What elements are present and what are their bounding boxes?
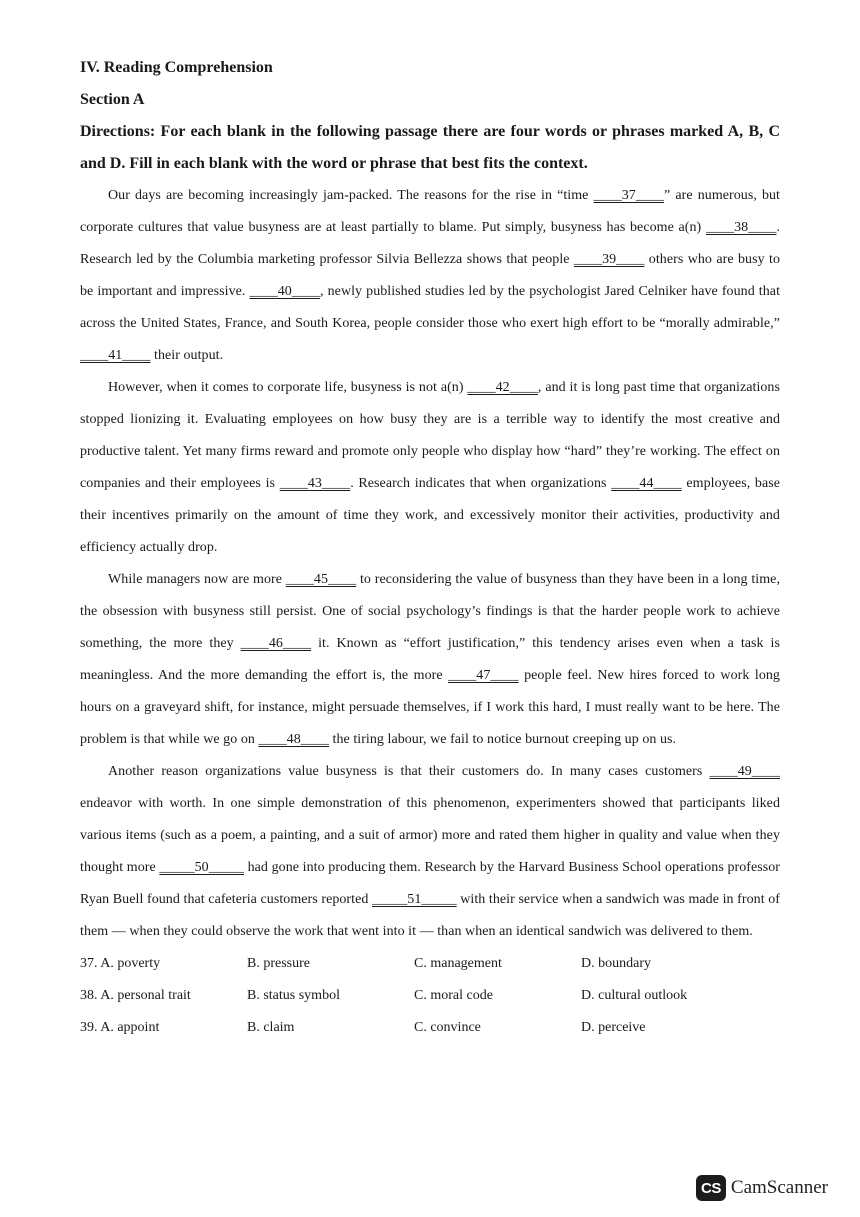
passage-text: the tiring labour, we fail to notice burnout creeping up on us. <box>328 732 677 747</box>
passage-text: endeavor with worth. In one simple demonstration of this phenomenon, experimenters showed that participants liked various items (such as a poem, a painting, and a suit of armor) more and rated them higher in quality and value when they thought more <box>80 796 780 875</box>
camscanner-brand: CamScanner <box>730 1177 828 1198</box>
passage-text: Our days are becoming increasingly jam-packed. The reasons for the rise in “time <box>108 188 594 203</box>
option-39-c: C. convince <box>414 1020 481 1035</box>
option-37-b: B. pressure <box>247 956 310 971</box>
passage-text: ” are numerous, but corporate cultures that value busyness are at least partially to blame. Put simply, busyness has become a(n) <box>80 188 780 235</box>
passage-text: . Research indicates that when organizations <box>350 476 612 491</box>
document-page <box>80 52 780 1044</box>
option-row-39 <box>80 1012 780 1044</box>
answer-blank: ____40____ <box>249 284 321 299</box>
option-38-d: D. cultural outlook <box>581 988 688 1003</box>
paragraph-2 <box>80 372 780 564</box>
option-38-c: C. moral code <box>414 988 493 1003</box>
option-37-c: C. management <box>414 956 502 971</box>
passage-text: others who are busy to be important and impressive. <box>80 252 780 299</box>
paragraph-1 <box>80 180 780 372</box>
section-title: IV. Reading Comprehension <box>80 59 273 76</box>
answer-blank: ____41____ <box>80 348 151 363</box>
option-row-37 <box>80 948 780 980</box>
passage-text: their output. <box>150 348 224 363</box>
paragraph-3 <box>80 564 780 756</box>
passage-text: it. Known as “effort justification,” this tendency arises even when a task is meaningless. And the more demanding the effort is, the more <box>80 636 780 683</box>
option-38-a: 38. A. personal trait <box>80 988 191 1003</box>
directions-text: Directions: For each blank in the following passage there are four words or phrases marked A, B, C and D. Fill in each blank with the word or phrase that best fits the context. <box>80 123 780 172</box>
option-39-d: D. perceive <box>581 1020 646 1035</box>
answer-blank: _____51_____ <box>372 892 457 907</box>
passage-text: had gone into producing them. Research by the Harvard Business School operations professor Ryan Buell found that cafeteria customers reported <box>80 860 780 907</box>
passage-text: to reconsidering the value of busyness than they have been in a long time, the obsession with busyness still persist. One of social psychology’s findings is that the harder people work to achieve something, the more they <box>80 572 780 651</box>
option-row-38 <box>80 980 780 1012</box>
answer-blank: ____44____ <box>611 476 682 491</box>
passage-text: , and it is long past time that organizations stopped lionizing it. Evaluating employees on how busy they are is a terrible way to identify the most creative and productive talent. Yet many firms reward and promote only people who display how “hard” they’re working. The effect on companies and their employees is <box>80 380 780 491</box>
passage-text: with their service when a sandwich was made in front of them — when they could observe the work that went into it — than when an identical sandwich was delivered to them. <box>80 892 781 939</box>
answer-blank: ____46____ <box>240 636 312 651</box>
answer-blank: ____42____ <box>467 380 538 395</box>
passage <box>80 180 780 948</box>
camscanner-logo-icon: CS <box>696 1175 726 1201</box>
paragraph-4 <box>80 756 780 948</box>
option-38-b: B. status symbol <box>247 988 340 1003</box>
answer-blank: ____48____ <box>258 732 329 747</box>
passage-text: While managers now are more <box>108 572 286 587</box>
passage-text: , newly published studies led by the psychologist Jared Celniker have found that across the United States, France, and South Korea, people consider those who exert high effort to be “morally admirable,” <box>80 284 781 331</box>
answer-options <box>80 948 780 1044</box>
option-39-a: 39. A. appoint <box>80 1020 160 1035</box>
passage-text: Another reason organizations value busyness is that their customers do. In many cases customers <box>108 764 710 779</box>
camscanner-watermark <box>696 1175 828 1201</box>
answer-blank: ____38____ <box>705 220 777 235</box>
passage-text: However, when it comes to corporate life, busyness is not a(n) <box>108 380 468 395</box>
option-37-d: D. boundary <box>581 956 651 971</box>
subsection-title: Section A <box>80 91 145 108</box>
answer-blank: ____49____ <box>709 764 780 779</box>
answer-blank: ____45____ <box>285 572 357 587</box>
answer-blank: ____43____ <box>279 476 351 491</box>
option-37-a: 37. A. poverty <box>80 956 161 971</box>
option-39-b: B. claim <box>247 1020 295 1035</box>
passage-text: . Research led by the Columbia marketing professor Silvia Bellezza shows that people <box>80 220 780 267</box>
answer-blank: _____50_____ <box>159 860 244 875</box>
answer-blank: ____39____ <box>573 252 645 267</box>
passage-text: people feel. New hires forced to work long hours on a graveyard shift, for instance, might persuade themselves, if I work this hard, I must really want to be here. The problem is that while we go on <box>80 668 780 747</box>
answer-blank: ____37____ <box>593 188 665 203</box>
answer-blank: ____47____ <box>448 668 519 683</box>
passage-text: employees, base their incentives primarily on the amount of time they work, and excessively monitor their activities, productivity and efficiency actually drop. <box>80 476 780 555</box>
